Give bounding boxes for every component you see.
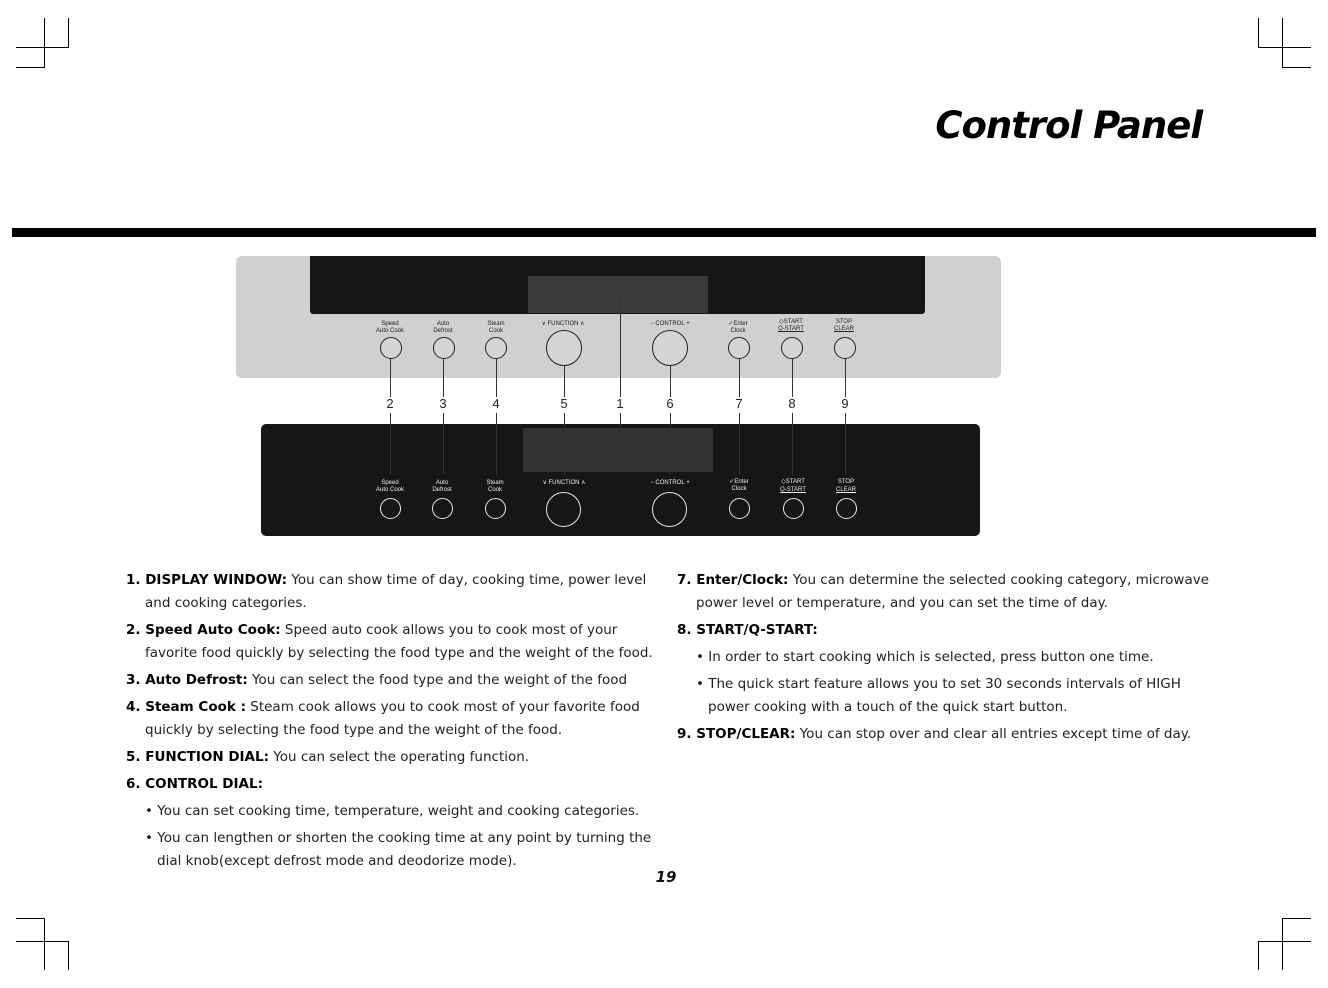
item-label: 9. STOP/CLEAR: (677, 726, 796, 742)
bullet-text-cont: power cooking with a touch of the quick start button. (708, 699, 1068, 715)
auto-defrost-button[interactable] (433, 337, 455, 359)
item-text: You can stop over and clear all entries except time of day. (795, 726, 1192, 742)
control-panel-silver (236, 256, 1001, 378)
crop-mark (68, 941, 69, 970)
bullet-item (126, 800, 656, 823)
item-label: 5. FUNCTION DIAL: (126, 749, 269, 765)
crop-mark (16, 67, 45, 68)
label-function: ∨ FUNCTION ∧ (541, 321, 585, 327)
label-q-start: Q-START (780, 487, 806, 493)
title-rule (12, 228, 1316, 237)
label-clear: CLEAR (835, 487, 856, 493)
description-item (677, 723, 1217, 746)
crop-mark (44, 18, 45, 68)
callout-line (496, 359, 497, 397)
bullet-item (677, 673, 1217, 719)
callout-number: 4 (492, 396, 500, 411)
crop-mark (1282, 918, 1311, 919)
callout-number: 9 (841, 396, 849, 411)
label-enter-clock: ✓Enter Clock (729, 479, 749, 492)
callout-line (670, 366, 671, 397)
function-dial[interactable] (546, 330, 582, 366)
description-item (126, 569, 656, 615)
bullet-text: • In order to start cooking which is selected, press button one time. (696, 649, 1154, 665)
label-steam-cook: Steam Cook (486, 480, 504, 493)
speed-auto-cook-button[interactable] (380, 498, 401, 519)
callout-line (443, 359, 444, 397)
item-label: 8. START/Q-START: (677, 622, 818, 638)
callout-line (496, 413, 497, 475)
description-item (126, 746, 656, 769)
callout-line (845, 413, 846, 475)
crop-mark (44, 918, 45, 970)
label-auto-defrost: Auto Defrost (433, 321, 453, 334)
enter-clock-button[interactable] (728, 337, 750, 359)
bullet-text: • You can lengthen or shorten the cooking time at any point by turning the (145, 830, 652, 846)
description-item (126, 619, 656, 665)
item-label: 6. CONTROL DIAL: (126, 776, 263, 792)
callout-number: 7 (735, 396, 743, 411)
crop-mark (1282, 918, 1283, 970)
speed-auto-cook-button[interactable] (380, 337, 402, 359)
description-item (126, 696, 656, 742)
callout-line (564, 366, 565, 397)
start-button[interactable] (781, 337, 803, 359)
label-control: − CONTROL + (650, 480, 690, 486)
crop-mark (1258, 47, 1311, 48)
label-speed-auto-cook: Speed Auto Cook (375, 321, 405, 334)
page-number: 19 (655, 868, 677, 886)
item-label: 7. Enter/Clock: (677, 572, 789, 588)
bullet-text-cont: dial knob(except defrost mode and deodorize mode). (157, 853, 517, 869)
item-label: 1. DISPLAY WINDOW: (126, 572, 288, 588)
label-stop: STOP (837, 479, 855, 485)
item-text: You can determine the selected cooking category, microwave (788, 572, 1210, 588)
callout-number: 5 (560, 396, 568, 411)
control-dial[interactable] (652, 492, 687, 527)
label-function: ∨ FUNCTION ∧ (542, 480, 586, 486)
callout-number: 6 (666, 396, 674, 411)
callout-number: 8 (788, 396, 796, 411)
control-dial[interactable] (652, 330, 688, 366)
callout-line (845, 359, 846, 397)
bullet-item (677, 646, 1217, 669)
label-start: ◇START (781, 479, 805, 485)
stop-clear-button[interactable] (834, 337, 856, 359)
item-label: 3. Auto Defrost: (126, 672, 248, 688)
crop-mark (16, 918, 45, 919)
callout-line (443, 413, 444, 475)
label-enter-clock: ✓Enter Clock (728, 321, 748, 334)
callout-line (739, 359, 740, 397)
display-window (528, 276, 708, 313)
crop-mark (1258, 18, 1259, 47)
callout-line (564, 413, 565, 475)
item-text: You can select the operating function. (269, 749, 530, 765)
callout-line (390, 413, 391, 475)
item-text: Speed auto cook allows you to cook most of your (280, 622, 618, 638)
description-left (126, 569, 656, 877)
callout-line (390, 359, 391, 397)
description-item (677, 619, 1217, 642)
crop-mark (1258, 941, 1259, 970)
callout-line (739, 413, 740, 475)
auto-defrost-button[interactable] (432, 498, 453, 519)
item-text-cont: favorite food quickly by selecting the food type and the weight of the food. (145, 645, 653, 661)
label-steam-cook: Steam Cook (487, 321, 505, 334)
description-right (677, 569, 1217, 750)
item-text: You can select the food type and the weight of the food (247, 672, 628, 688)
label-clear: CLEAR (833, 326, 854, 332)
crop-mark (16, 47, 69, 48)
item-text-cont: quickly by selecting the food type and the weight of the food. (145, 722, 563, 738)
page-title: Control Panel (935, 104, 1202, 147)
item-label: 4. Steam Cook : (126, 699, 246, 715)
steam-cook-button[interactable] (485, 337, 507, 359)
crop-mark (1282, 67, 1311, 68)
item-text: Steam cook allows you to cook most of your favorite food (245, 699, 640, 715)
callout-line (792, 359, 793, 397)
callout-line (620, 413, 621, 435)
function-dial[interactable] (546, 492, 581, 527)
callout-number: 3 (439, 396, 447, 411)
bullet-text: • You can set cooking time, temperature, weight and cooking categories. (145, 803, 640, 819)
stop-clear-button[interactable] (836, 498, 857, 519)
item-text-cont: and cooking categories. (145, 595, 307, 611)
label-auto-defrost: Auto Defrost (432, 480, 452, 493)
callout-line (620, 296, 621, 397)
crop-mark (68, 18, 69, 47)
bullet-text: • The quick start feature allows you to set 30 seconds intervals of HIGH (696, 676, 1181, 692)
display-window (523, 428, 713, 472)
item-text-cont: power level or temperature, and you can set the time of day. (696, 595, 1108, 611)
enter-clock-button[interactable] (729, 498, 750, 519)
label-start: ◇START (779, 319, 803, 325)
control-panel-black (261, 424, 980, 536)
callout-line (792, 413, 793, 475)
crop-mark (16, 941, 69, 942)
label-q-start: Q-START (778, 326, 804, 332)
callout-line (670, 413, 671, 475)
item-text: You can show time of day, cooking time, power level (287, 572, 647, 588)
steam-cook-button[interactable] (485, 498, 506, 519)
label-speed-auto-cook: Speed Auto Cook (375, 480, 405, 493)
start-button[interactable] (783, 498, 804, 519)
bullet-item (126, 827, 656, 873)
callout-number: 1 (616, 396, 624, 411)
description-item (126, 669, 656, 692)
description-item (677, 569, 1217, 615)
crop-mark (1282, 18, 1283, 68)
description-item (126, 773, 656, 796)
item-label: 2. Speed Auto Cook: (126, 622, 281, 638)
crop-mark (1258, 941, 1311, 942)
label-stop: STOP (835, 319, 853, 325)
callout-number: 2 (386, 396, 394, 411)
label-control: − CONTROL + (650, 321, 690, 327)
